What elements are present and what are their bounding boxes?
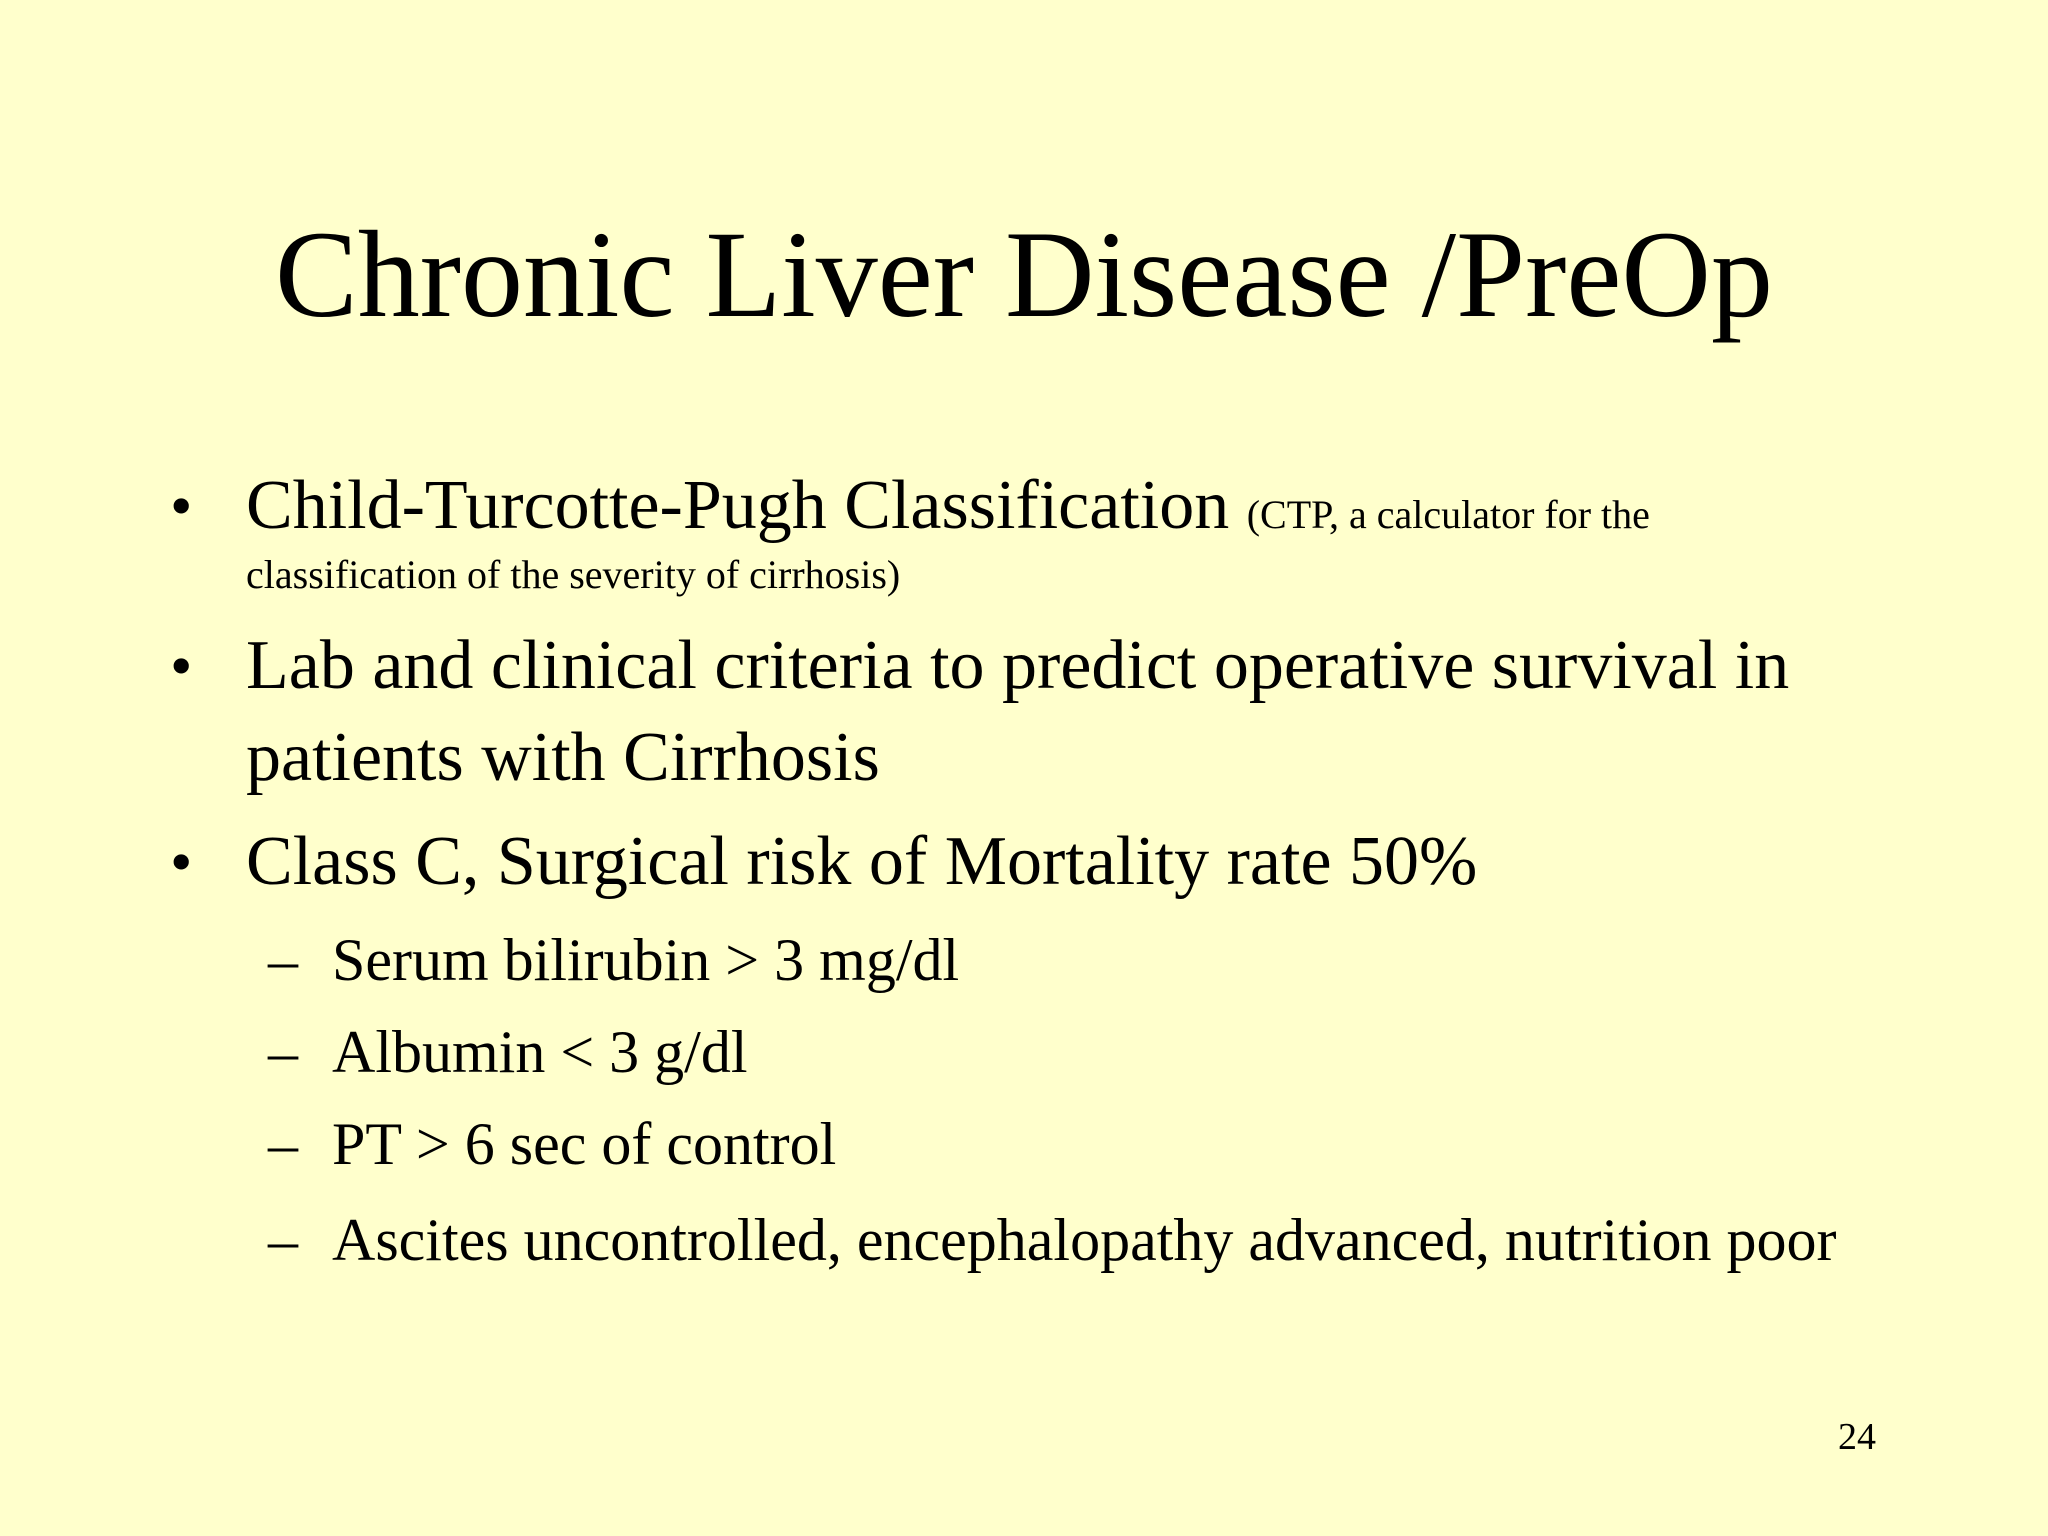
sub-bullet-text: Serum bilirubin > 3 mg/dl bbox=[332, 927, 960, 993]
bullet-text: Class C, Surgical risk of Mortality rate 50% bbox=[246, 823, 1478, 900]
sub-bullet-text: Ascites uncontrolled, encephalopathy advanced, nutrition poor bbox=[332, 1207, 1837, 1273]
sub-bullet-text: PT > 6 sec of control bbox=[332, 1111, 837, 1177]
sub-bullet-marker: – bbox=[268, 1111, 298, 1177]
page-number: 24 bbox=[1838, 1416, 1876, 1458]
slide-title: Chronic Liver Disease /PreOp bbox=[275, 206, 1773, 343]
bullet-main-text: Child-Turcotte-Pugh Classification bbox=[246, 467, 1230, 544]
bullet-marker: • bbox=[170, 470, 193, 541]
bullet-note-continuation: classification of the severity of cirrhosis) bbox=[246, 552, 901, 597]
bullet-marker: • bbox=[170, 826, 193, 897]
sub-bullet-marker: – bbox=[268, 1019, 298, 1085]
bullet-text bbox=[246, 460, 1846, 561]
bullet-text: Lab and clinical criteria to predict operative survival in patients with Cirrhosis bbox=[246, 627, 1790, 796]
sub-bullet-marker: – bbox=[268, 927, 298, 993]
bullet-marker: • bbox=[170, 630, 193, 701]
sub-bullet-marker: – bbox=[268, 1207, 298, 1273]
sub-bullet-text: Albumin < 3 g/dl bbox=[332, 1019, 748, 1085]
bullet-note-text: (CTP, a calculator for the bbox=[1246, 492, 1650, 537]
